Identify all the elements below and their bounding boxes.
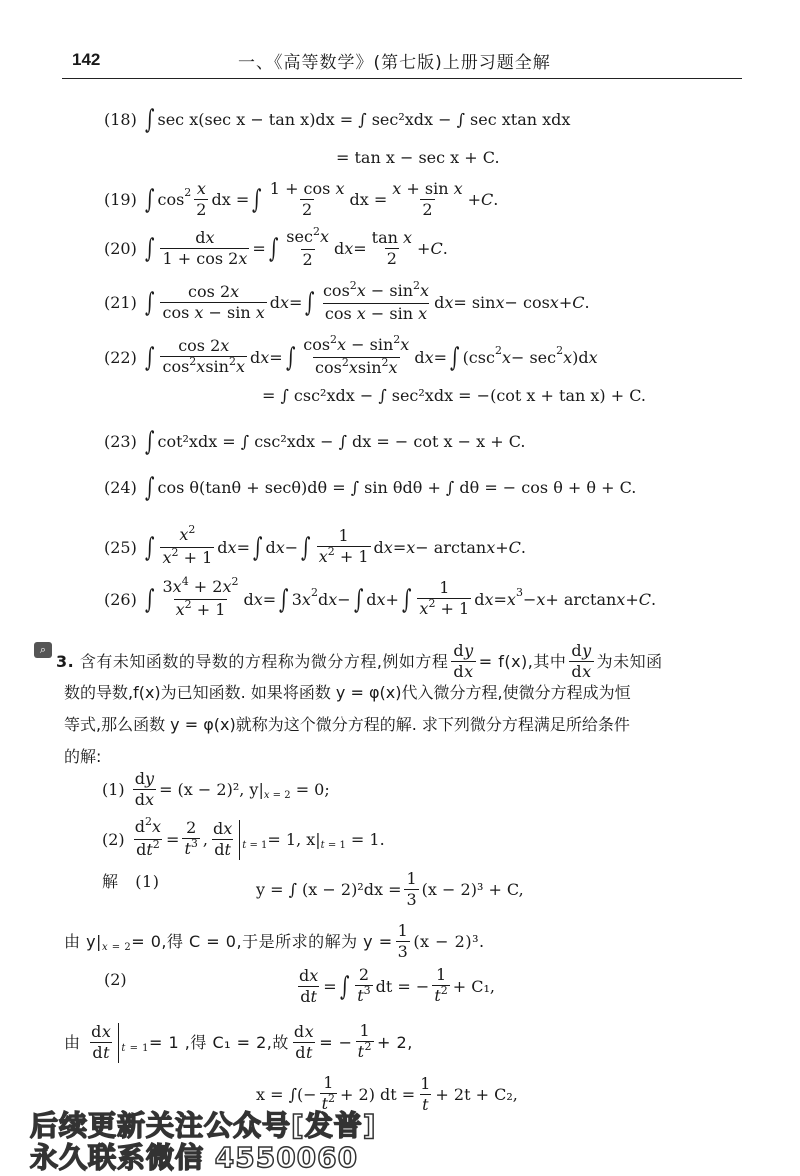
- solution-2-formula: $\frac{dx}{dt}$ = ∫ $\frac{2}{t^3}$ dt = − $\frac{1}{t^2}$ + C₁,: [299, 965, 495, 1006]
- exercise-18: (18) ∫ sec x(sec x − tan x)dx = ∫ sec²xdx − ∫ sec xtan xdx: [104, 105, 571, 135]
- watermark-line-2: 永久联系微信 4550060: [30, 1141, 359, 1174]
- header-rule: [62, 78, 742, 79]
- solution-label: 解 (1): [102, 872, 160, 891]
- exercise-19: (19) ∫ cos 2 $\frac{x}{2}$ dx = ∫ $\frac{\text{1 + cos x}}{2}$ dx = $\frac{\text{x + sin x}}{2}$ + C .: [104, 179, 499, 219]
- problem-3-line2: 数的导数,f(x)为已知函数. 如果将函数 y = φ(x)代入微分方程,使微分方程成为恒: [64, 683, 631, 702]
- exercise-26: (26) ∫ $\frac{3x^4 + 2x^2}{x^2 + 1}$ d x = ∫ 3 x 2 d x − ∫ d x + ∫ $\frac{1}{x^2 + 1}$ d x = x 3 − x + arctan x + C .: [104, 575, 657, 619]
- exercise-21: (21) ∫ $\frac{\cos 2x}{\text{cos x − sin x}}$ d x = ∫ $\frac{\cos^2x - \sin^2x}{\text{cos x − sin x}}$ d x = sin x − cos x + C .: [104, 279, 590, 323]
- exercise-22-cont: = ∫ csc²xdx − ∫ sec²xdx = −(cot x + tan x) + C.: [262, 386, 646, 405]
- problem-3-line3: 等式,那么函数 y = φ(x)就称为这个微分方程的解. 求下列微分方程满足所给条件: [64, 715, 630, 734]
- solution-2-condition: 由 $\frac{dx}{dt}$ t = 1 = 1 ,得 C₁ = 2,故 $\frac{dx}{dt}$ = − $\frac{1}{t^2}$ + 2,: [64, 1021, 413, 1062]
- solution-1-result: 由 y| x = 2 = 0,得 C = 0,于是所求的解为 y = $\frac{1}{3}$ (x − 2)³.: [64, 921, 485, 961]
- page-number: 142: [72, 50, 101, 69]
- problem-3-line1: 3. 含有未知函数的导数的方程称为微分方程,例如方程 $\frac{dy}{dx}$ = f(x),其中 $\frac{dy}{dx}$ 为未知函: [56, 641, 663, 681]
- exercise-20: (20) ∫ $\frac{dx}{1 + \cos 2x}$ = ∫ $\frac{\sec^2x}{2}$ d x = $\frac{\text{tan x}}{2}$ + C .: [104, 225, 448, 269]
- watermark-line-1: 后续更新关注公众号[发普]: [30, 1109, 377, 1142]
- exercise-18-cont: = tan x − sec x + C.: [336, 148, 500, 167]
- exercise-22: (22) ∫ $\frac{\cos 2x}{\cos^2xsin^2x}$ d x = ∫ $\frac{\cos^2x - \sin^2x}{\cos^2xsin^2x}$ d x = ∫ (csc 2 x − sec 2 x )d x: [104, 333, 598, 377]
- solution-1-formula: y = ∫ (x − 2)²dx = $\frac{1}{3}$ (x − 2)³ + C,: [256, 869, 524, 909]
- problem-3-sub2: (2) $\frac{d^2x}{dt^2}$ = $\frac{2}{t^3}$ , $\frac{dx}{dt}$ t = 1 = 1, x| t = 1 = 1.: [102, 815, 385, 859]
- solution-2-integral: x = ∫(− $\frac{1}{t^2}$ + 2) dt = $\frac{1}{t}$ + 2t + C₂,: [256, 1073, 518, 1114]
- exercise-24: (24) ∫ cos θ(tanθ + secθ)dθ = ∫ sin θdθ + ∫ dθ = − cos θ + θ + C.: [104, 473, 637, 503]
- exercise-25: (25) ∫ $\frac{x^2}{x^2 + 1}$ d x = ∫ d x − ∫ $\frac{1}{x^2 + 1}$ d x = x − arctan x + C .: [104, 523, 526, 567]
- running-header-title: 一、《高等数学》(第七版)上册习题全解: [238, 53, 551, 73]
- problem-3-sub1: (1) $\frac{dy}{dx}$ = (x − 2)², y| x = 2 = 0;: [102, 769, 330, 809]
- solution-2-label: (2): [104, 970, 127, 989]
- search-icon: ⌕: [34, 642, 52, 658]
- problem-3-line4: 的解:: [64, 747, 102, 766]
- exercise-23: (23) ∫ cot²xdx = ∫ csc²xdx − ∫ dx = − cot x − x + C.: [104, 427, 526, 457]
